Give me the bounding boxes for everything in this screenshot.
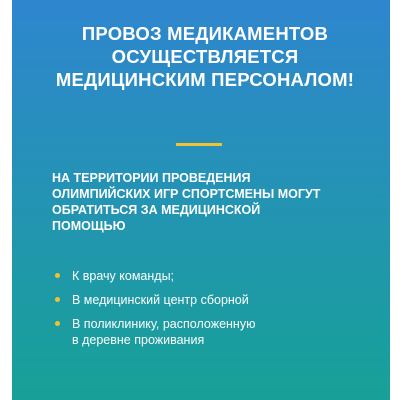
bullet-dot-icon (55, 273, 60, 278)
list-item-line: В поликлинику, расположенную (72, 317, 256, 331)
list-item-text (72, 268, 352, 284)
title-line: ПРОВОЗ МЕДИКАМЕНТОВ (81, 23, 329, 44)
list-item-line: в деревне проживания (72, 333, 205, 347)
list-item (52, 268, 352, 284)
bullet-dot-icon (55, 297, 60, 302)
list-item-text (72, 316, 352, 348)
subtitle-line: НА ТЕРРИТОРИИ ПРОВЕДЕНИЯ (52, 171, 251, 185)
subtitle-line: ПОМОЩЬЮ (52, 219, 126, 233)
title-line: МЕДИЦИНСКИМ ПЕРСОНАЛОМ! (55, 69, 355, 90)
list-item (52, 316, 352, 348)
list-item-line: К врачу команды; (72, 269, 175, 283)
subtitle-line: ОЛИМПИЙСКИХ ИГР СПОРТСМЕНЫ МОГУТ (52, 187, 321, 201)
poster-subtitle (52, 170, 352, 234)
subtitle-line: ОБРАТИТЬСЯ ЗА МЕДИЦИНСКОЙ (52, 203, 261, 217)
bullet-dot-icon (55, 321, 60, 326)
list-item-text (72, 292, 352, 308)
right-margin (390, 0, 400, 400)
left-margin (0, 0, 12, 400)
poster-title (40, 22, 370, 91)
list-item (52, 292, 352, 308)
title-line: ОСУЩЕСТВЛЯЕТСЯ (111, 46, 299, 67)
help-options-list (52, 268, 352, 356)
accent-divider (176, 143, 222, 146)
list-item-line: В медицинский центр сборной (72, 293, 249, 307)
